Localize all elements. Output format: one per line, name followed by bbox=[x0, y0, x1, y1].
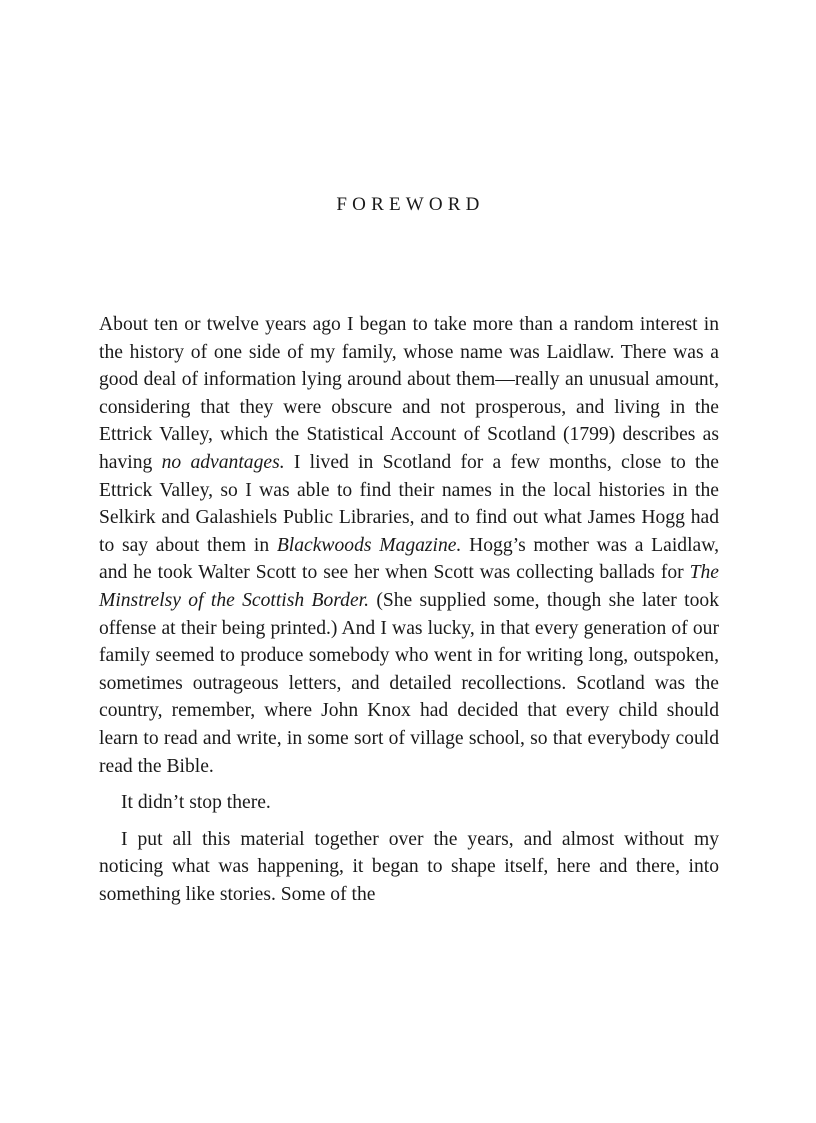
paragraph-1 bbox=[99, 311, 719, 780]
foreword-body bbox=[99, 311, 719, 908]
italic-minstrelsy-title: The Minstrelsy of the Scottish Border. bbox=[99, 562, 719, 611]
page-heading: FOREWORD bbox=[336, 194, 485, 215]
italic-blackwoods-magazine: Blackwoods Magazine. bbox=[276, 534, 462, 556]
paragraph-2: It didn’t stop there. bbox=[121, 792, 271, 814]
paragraph-1-text-a: About ten or twelve years ago I began to take more than a random interest in the history of one side of my family, whose name was Laidlaw. There was a good deal of information lying around about them—really an unusual amount, considering that they were obscure and not prosperous, and living in the Ettrick Valley, which the Statistical Account of Scotland (1799) describes as having bbox=[99, 314, 719, 473]
italic-no-advantages: no advantages. bbox=[161, 451, 285, 473]
paragraph-1-text-b: I lived in Scotland for a few months, close to the Ettrick Valley, so I was able to find their names in the local histories in the Selkirk and Galashiels Public Libraries, and to find out what James Hogg had to say about them in bbox=[99, 451, 719, 556]
paragraph-1-text-d: (She supplied some, though she later took offense at their being printed.) And I was lucky, in that every generation of our family seemed to produce somebody who went in for writing long, outspoken, sometimes outrageous letters, and detailed recollections. Scotland was the country, remember, where John Knox had decided that every child should learn to read and write, in some sort of village school, so that everybody could read the Bible. bbox=[99, 589, 719, 777]
paragraph-3: I put all this material together over the years, and almost without my noticing what was happening, it began to shape itself, here and there, into something like stories. Some of the bbox=[99, 828, 719, 905]
paragraph-1-text-c: Hogg’s mother was a Laidlaw, and he took Walter Scott to see her when Scott was collecting ballads for bbox=[99, 534, 719, 584]
